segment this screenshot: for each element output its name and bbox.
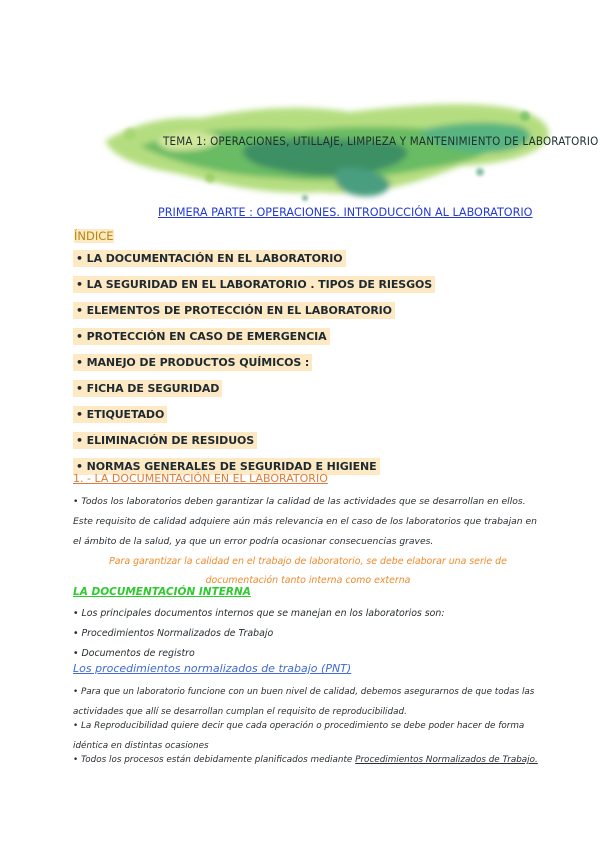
index-item: • ETIQUETADO [73,406,167,423]
pnt-title: Los procedimientos normalizados de trabajo (PNT) [73,662,352,675]
internal-line: • Procedimientos Normalizados de Trabajo [73,628,274,639]
watercolor-banner [100,86,555,210]
section-title: 1. - LA DOCUMENTACIÓN EN EL LABORATORIO [73,472,328,485]
index-item: • LA DOCUMENTACIÓN EN EL LABORATORIO [73,250,346,267]
index-list [73,250,435,484]
internal-line: • Los principales documentos internos que se manejan en los laboratorios son: [73,608,445,619]
index-item: • FICHA DE SEGURIDAD [73,380,222,397]
index-title: ÍNDICE [74,229,114,243]
pnt-paragraph-3 [73,750,543,770]
pnt-paragraph-2: • La Reproducibilidad quiere decir que cada operación o procedimiento se debe poder hacer de forma idéntica en distintas ocasiones [73,721,525,751]
highlight-paragraph: Para garantizar la calidad en el trabajo de laboratorio, se debe elaborar una serie de documentación tanto interna como externa [109,556,507,586]
part-title-link[interactable]: PRIMERA PARTE : OPERACIONES. INTRODUCCIÓN AL LABORATORIO [158,206,533,219]
pnt-paragraph-1: • Para que un laboratorio funcione con un buen nivel de calidad, debemos asegurarnos de que todas las actividades que allí se desarrollan cumplan el requisito de reproducibilidad. [73,687,535,717]
internal-docs-title: LA DOCUMENTACIÓN INTERNA [73,586,251,598]
index-item: • PROTECCIÓN EN CASO DE EMERGENCIA [73,328,330,345]
index-item: • MANEJO DE PRODUCTOS QUÍMICOS : [73,354,312,371]
internal-line: • Documentos de registro [73,648,195,659]
pnt-link[interactable]: Procedimientos Normalizados de Trabajo. [355,755,538,765]
index-item: • ELIMINACIÓN DE RESIDUOS [73,432,257,449]
document-title: TEMA 1: OPERACIONES, UTILLAJE, LIMPIEZA Y MANTENIMIENTO DE LABORATORIO [163,134,599,148]
index-item: • LA SEGURIDAD EN EL LABORATORIO . TIPOS DE RIESGOS [73,276,435,293]
index-item: • ELEMENTOS DE PROTECCIÓN EN EL LABORATORIO [73,302,395,319]
pnt-paragraph-3-text: • Todos los procesos están debidamente planificados mediante [73,755,356,765]
intro-paragraph: • Todos los laboratorios deben garantizar la calidad de las actividades que se desarrollan en ellos. Este requisito de calidad adquiere aún más relevancia en el caso de los laboratorios que trabajan en el ámbito de la salud, ya que un error podría ocasionar consecuencias graves. [73,496,537,547]
index-item: • NORMAS GENERALES DE SEGURIDAD E HIGIENE [73,458,380,475]
